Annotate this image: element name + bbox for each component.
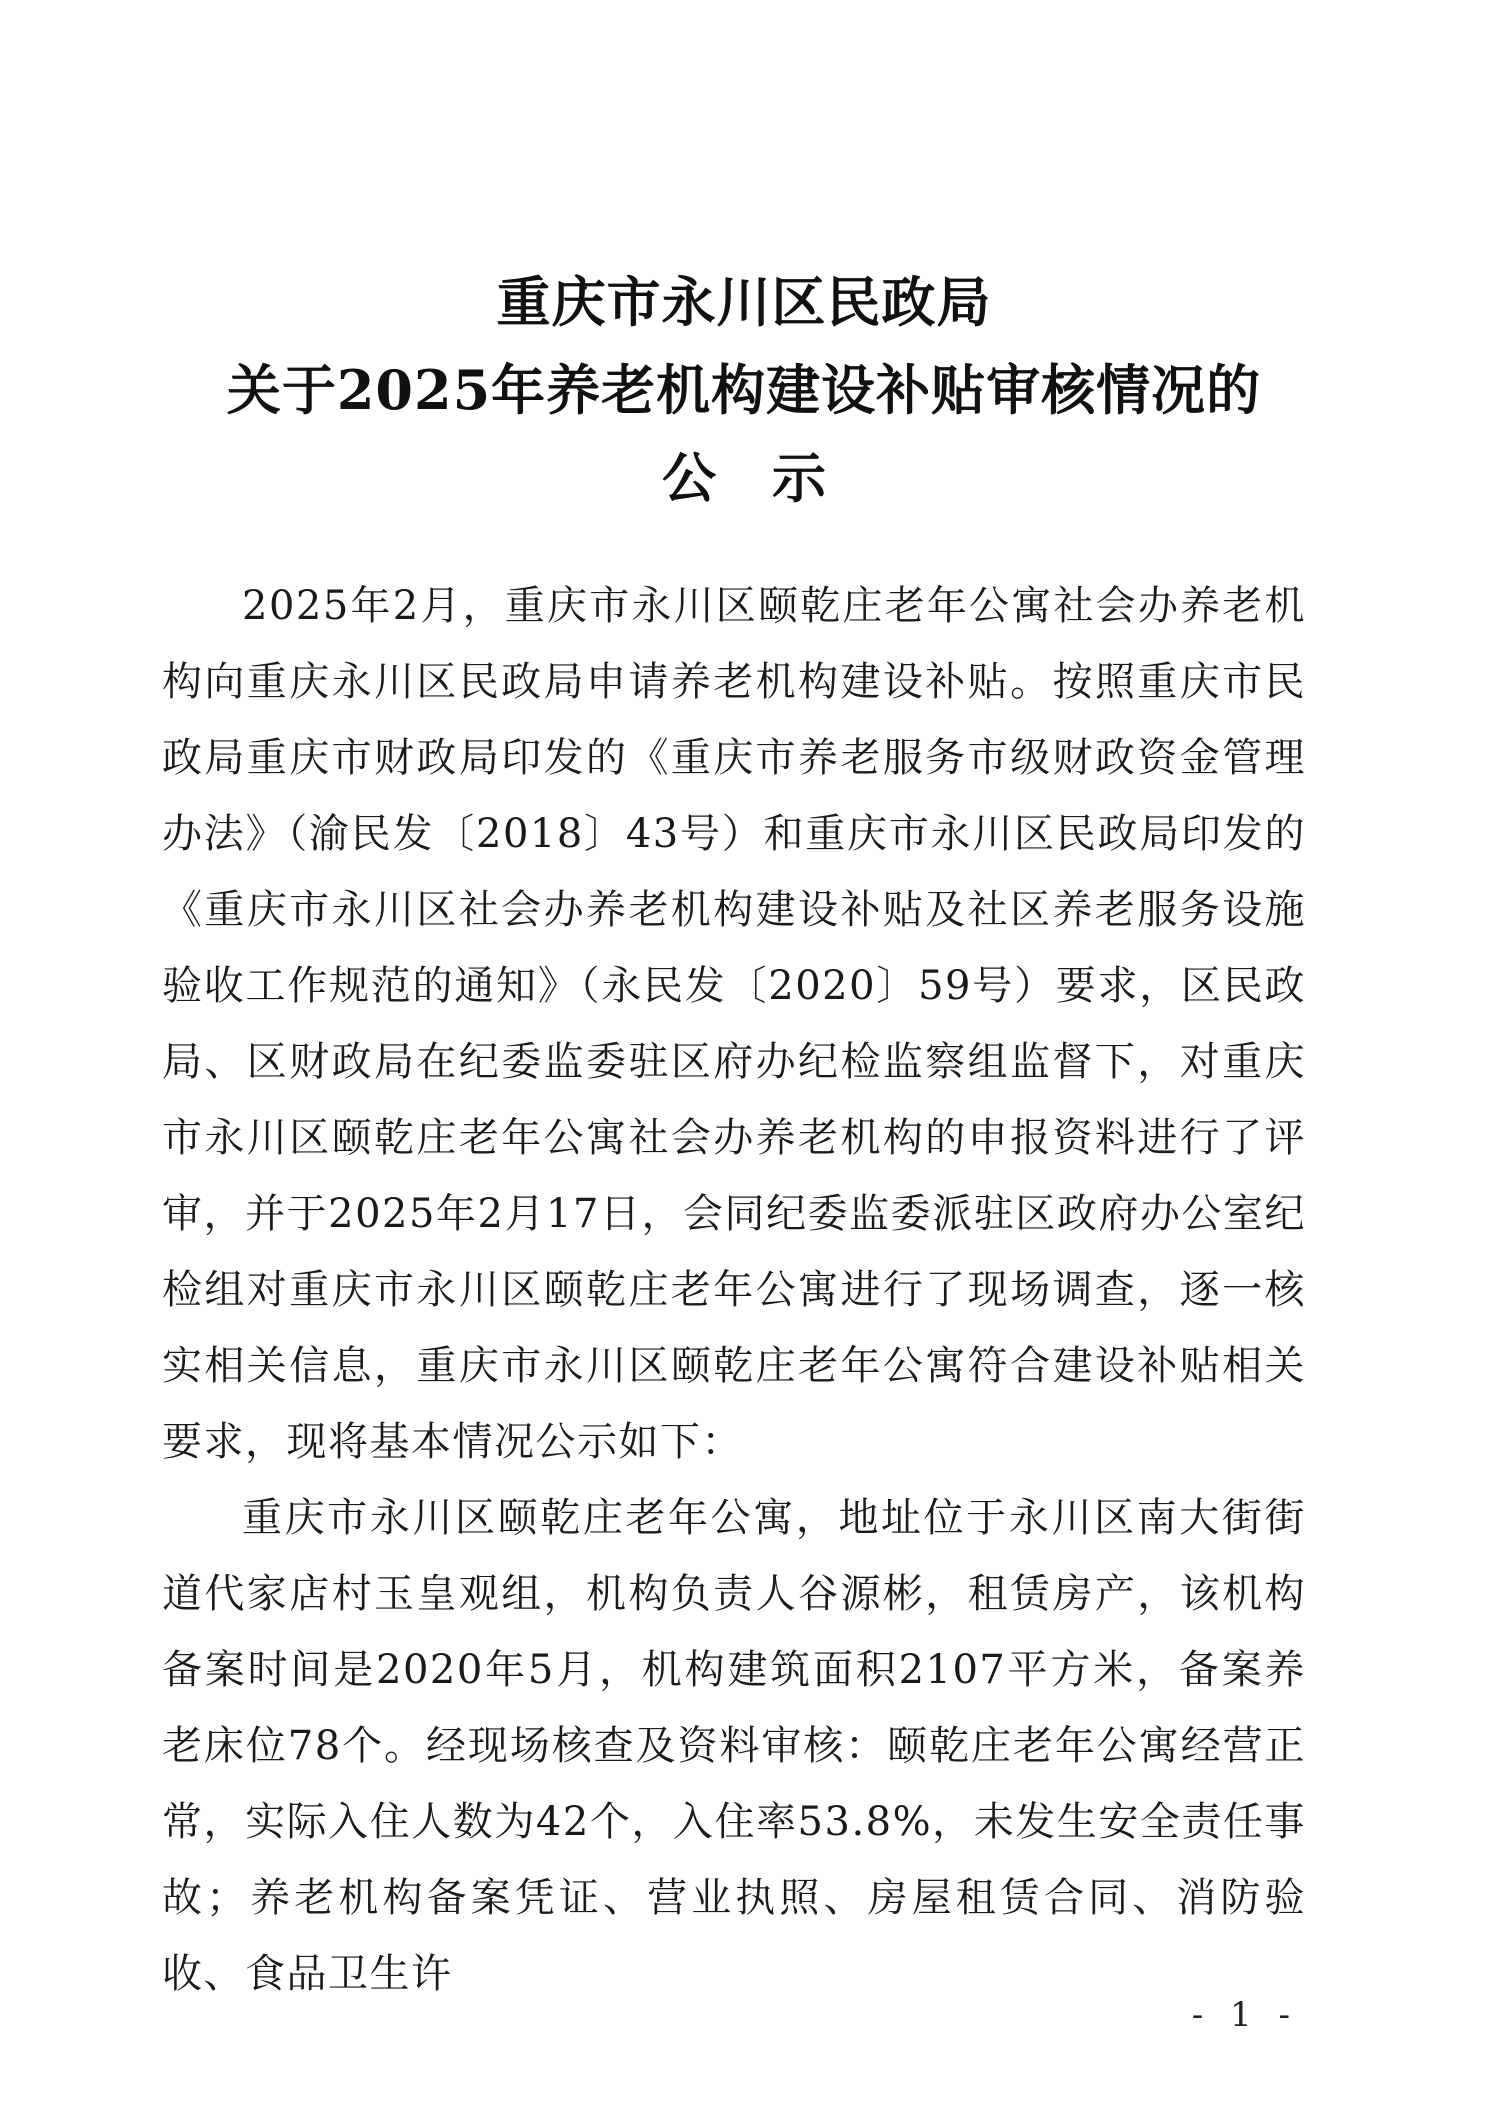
title-line-subject: 关于2025年养老机构建设补贴审核情况的 — [226, 358, 1262, 422]
document-body — [162, 568, 1306, 2012]
paragraph-application: 2025年2月，重庆市永川区颐乾庄老年公寓社会办养老机构向重庆永川区民政局申请养老机构建设补贴。按照重庆市民政局重庆市财政局印发的《重庆市养老服务市级财政资金管理办法》（渝民发〔2018〕43号）和重庆市永川区民政局印发的《重庆市永川区社会办养老机构建设补贴及社区养老服务设施验收工作规范的通知》（永民发〔2020〕59号）要求，区民政局、区财政局在纪委监委驻区府办纪检监察组监督下，对重庆市永川区颐乾庄老年公寓社会办养老机构的申报资料进行了评审，并于2025年2月17日，会同纪委监委派驻区政府办公室纪检组对重庆市永川区颐乾庄老年公寓进行了现场调查，逐一核实相关信息，重庆市永川区颐乾庄老年公寓符合建设补贴相关要求，现将基本情况公示如下： — [162, 583, 1306, 1465]
title-line-notice: 公示 — [662, 446, 882, 510]
paragraph-institution-details: 重庆市永川区颐乾庄老年公寓，地址位于永川区南大街街道代家店村玉皇观组，机构负责人谷源彬，租赁房产，该机构备案时间是2020年5月，机构建筑面积2107平方米，备案养老床位78个。经现场核查及资料审核：颐乾庄老年公寓经营正常，实际入住人数为42个，入住率53.8%，未发生安全责任事故；养老机构备案凭证、营业执照、房屋租赁合同、消防验收、食品卫生许 — [162, 1495, 1306, 1997]
title-line-issuer: 重庆市永川区民政局 — [496, 270, 992, 334]
document-title — [140, 258, 1348, 522]
page-number: - 1 - — [1191, 1995, 1298, 2035]
